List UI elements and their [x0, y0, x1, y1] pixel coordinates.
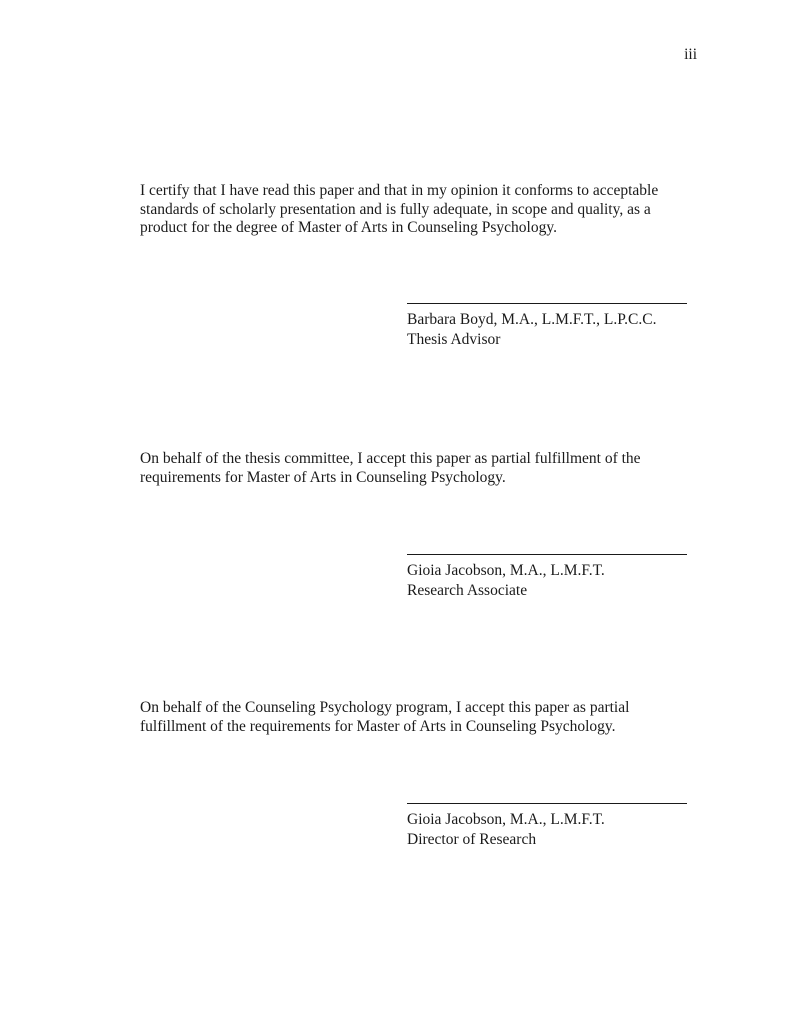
- committee-acceptance-statement: [140, 450, 680, 487]
- page-number: iii: [684, 46, 697, 63]
- statement-line: standards of scholarly presentation and is fully adequate, in scope and quality, as a: [140, 200, 651, 218]
- signature-block-director-of-research: [407, 803, 687, 850]
- statement-line: fulfillment of the requirements for Master of Arts in Counseling Psychology.: [140, 717, 616, 735]
- signature-block-thesis-advisor: [407, 303, 687, 350]
- signature-line: [407, 554, 687, 555]
- certification-statement: [140, 182, 680, 238]
- signature-block-research-associate: [407, 554, 687, 601]
- statement-line: I certify that I have read this paper and that in my opinion it conforms to acceptable: [140, 182, 659, 199]
- program-acceptance-statement: [140, 699, 680, 736]
- statement-line: product for the degree of Master of Arts in Counseling Psychology.: [140, 219, 557, 236]
- signer-title: Director of Research: [407, 831, 537, 848]
- statement-line: On behalf of the Counseling Psychology program, I accept this paper as partial: [140, 699, 630, 716]
- signer-title: Research Associate: [407, 582, 528, 599]
- signer-name: Gioia Jacobson, M.A., L.M.F.T.: [407, 811, 605, 828]
- signer-name: Gioia Jacobson, M.A., L.M.F.T.: [407, 562, 605, 579]
- signer-name: Barbara Boyd, M.A., L.M.F.T., L.P.C.C.: [407, 311, 657, 328]
- statement-line: On behalf of the thesis committee, I accept this paper as partial fulfillment of the: [140, 450, 641, 467]
- signature-line: [407, 803, 687, 804]
- statement-line: requirements for Master of Arts in Counseling Psychology.: [140, 468, 506, 486]
- signature-line: [407, 303, 687, 304]
- signer-title: Thesis Advisor: [407, 331, 501, 348]
